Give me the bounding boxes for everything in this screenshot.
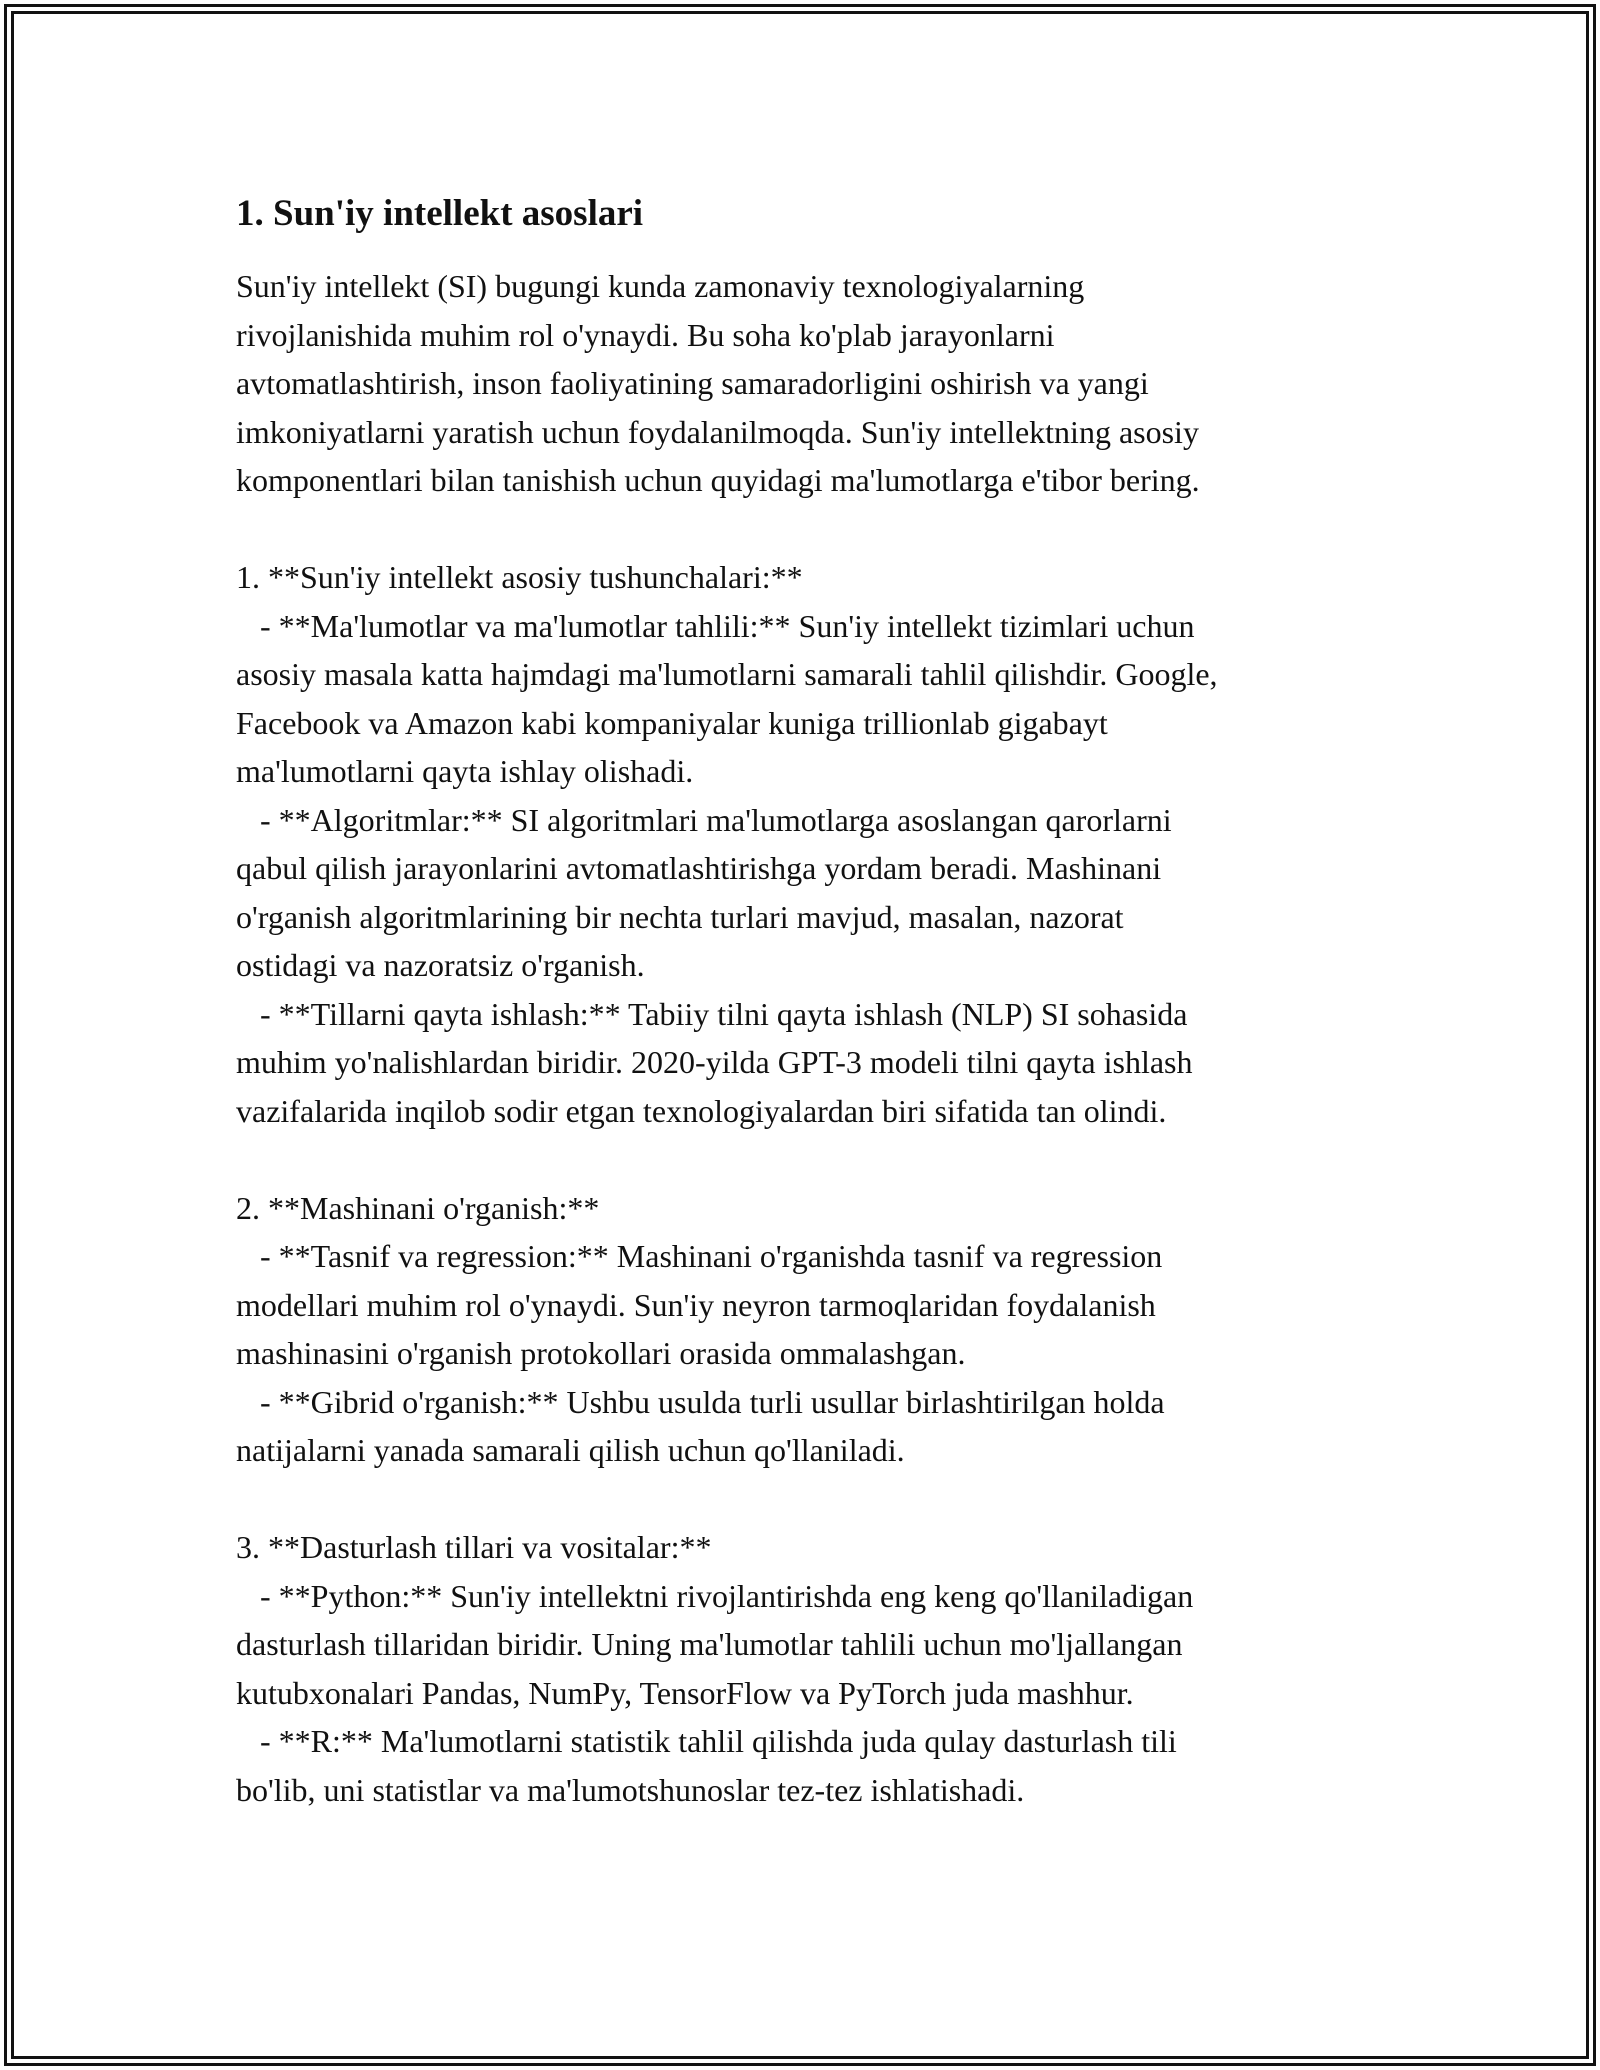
list-item-line: mashinasini o'rganish protokollari orasida ommalashgan. (236, 1335, 966, 1371)
list-item-line: ma'lumotlarni qayta ishlay olishadi. (236, 753, 694, 789)
document-body (236, 190, 1376, 1814)
list-item-line: kutubxonalari Pandas, NumPy, TensorFlow va PyTorch juda mashhur. (236, 1674, 1134, 1711)
list-item-line: o'rganish algoritmlarining bir nechta turlari mavjud, masalan, nazorat (236, 898, 1124, 935)
document-title: 1. Sun'iy intellekt asoslari (236, 193, 644, 234)
list-item-line: Facebook va Amazon kabi kompaniyalar kuniga trillionlab gigabayt (236, 704, 1108, 741)
list-item-line: - **Algoritmlar:** SI algoritmlari ma'lumotlarga asoslangan qarorlarni (236, 801, 1172, 838)
list-item-line: - **R:** Ma'lumotlarni statistik tahlil qilishda juda qulay dasturlash tili (236, 1723, 1177, 1759)
list-item-line: muhim yo'nalishlardan biridir. 2020-yilda GPT-3 modeli tilni qayta ishlash (236, 1044, 1193, 1080)
list-item-line: ostidagi va nazoratsiz o'rganish. (236, 947, 645, 983)
section-heading: 3. **Dasturlash tillari va vositalar:** (236, 1529, 712, 1565)
list-item-line: bo'lib, uni statistlar va ma'lumotshunoslar tez-tez ishlatishadi. (236, 1771, 1025, 1808)
section-heading: 1. **Sun'iy intellekt asosiy tushunchalari:** (236, 559, 803, 595)
intro-line: Sun'iy intellekt (SI) bugungi kunda zamonaviy texnologiyalarning (236, 268, 1085, 304)
intro-line: komponentlari bilan tanishish uchun quyidagi ma'lumotlarga e'tibor bering. (236, 462, 1200, 498)
section-machine-learning (236, 1184, 1376, 1475)
intro-line: avtomatlashtirish, inson faoliyatining samaradorligini oshirish va yangi (236, 365, 1149, 401)
list-item-line: asosiy masala katta hajmdagi ma'lumotlarni samarali tahlil qilishdir. Google, (236, 656, 1218, 692)
section-ai-concepts (236, 553, 1376, 1135)
section-heading: 2. **Mashinani o'rganish:** (236, 1189, 600, 1226)
section-programming-languages (236, 1523, 1376, 1814)
list-item-line: - **Python:** Sun'iy intellektni rivojlantirishda eng keng qo'llaniladigan (236, 1577, 1194, 1614)
list-item-line: modellari muhim rol o'ynaydi. Sun'iy neyron tarmoqlaridan foydalanish (236, 1286, 1156, 1323)
list-item-line: dasturlash tillaridan biridir. Uning ma'lumotlar tahlili uchun mo'ljallangan (236, 1626, 1183, 1662)
intro-line: imkoniyatlarni yaratish uchun foydalanilmoqda. Sun'iy intellektning asosiy (236, 413, 1199, 450)
intro-line: rivojlanishida muhim rol o'ynaydi. Bu soha ko'plab jarayonlarni (236, 316, 1055, 353)
list-item-line: - **Ma'lumotlar va ma'lumotlar tahlili:** Sun'iy intellekt tizimlari uchun (236, 607, 1195, 644)
list-item-line: - **Tillarni qayta ishlash:** Tabiiy tilni qayta ishlash (NLP) SI sohasida (236, 995, 1188, 1032)
list-item-line: qabul qilish jarayonlarini avtomatlashtirishga yordam beradi. Mashinani (236, 850, 1162, 886)
list-item-line: - **Tasnif va regression:** Mashinani o'rganishda tasnif va regression (236, 1238, 1163, 1274)
list-item-line: vazifalarida inqilob sodir etgan texnologiyalardan biri sifatida tan olindi. (236, 1092, 1167, 1129)
intro-paragraph (236, 262, 1376, 505)
list-item-line: - **Gibrid o'rganish:** Ushbu usulda turli usullar birlashtirilgan holda (236, 1383, 1165, 1420)
list-item-line: natijalarni yanada samarali qilish uchun qo'llaniladi. (236, 1432, 905, 1468)
